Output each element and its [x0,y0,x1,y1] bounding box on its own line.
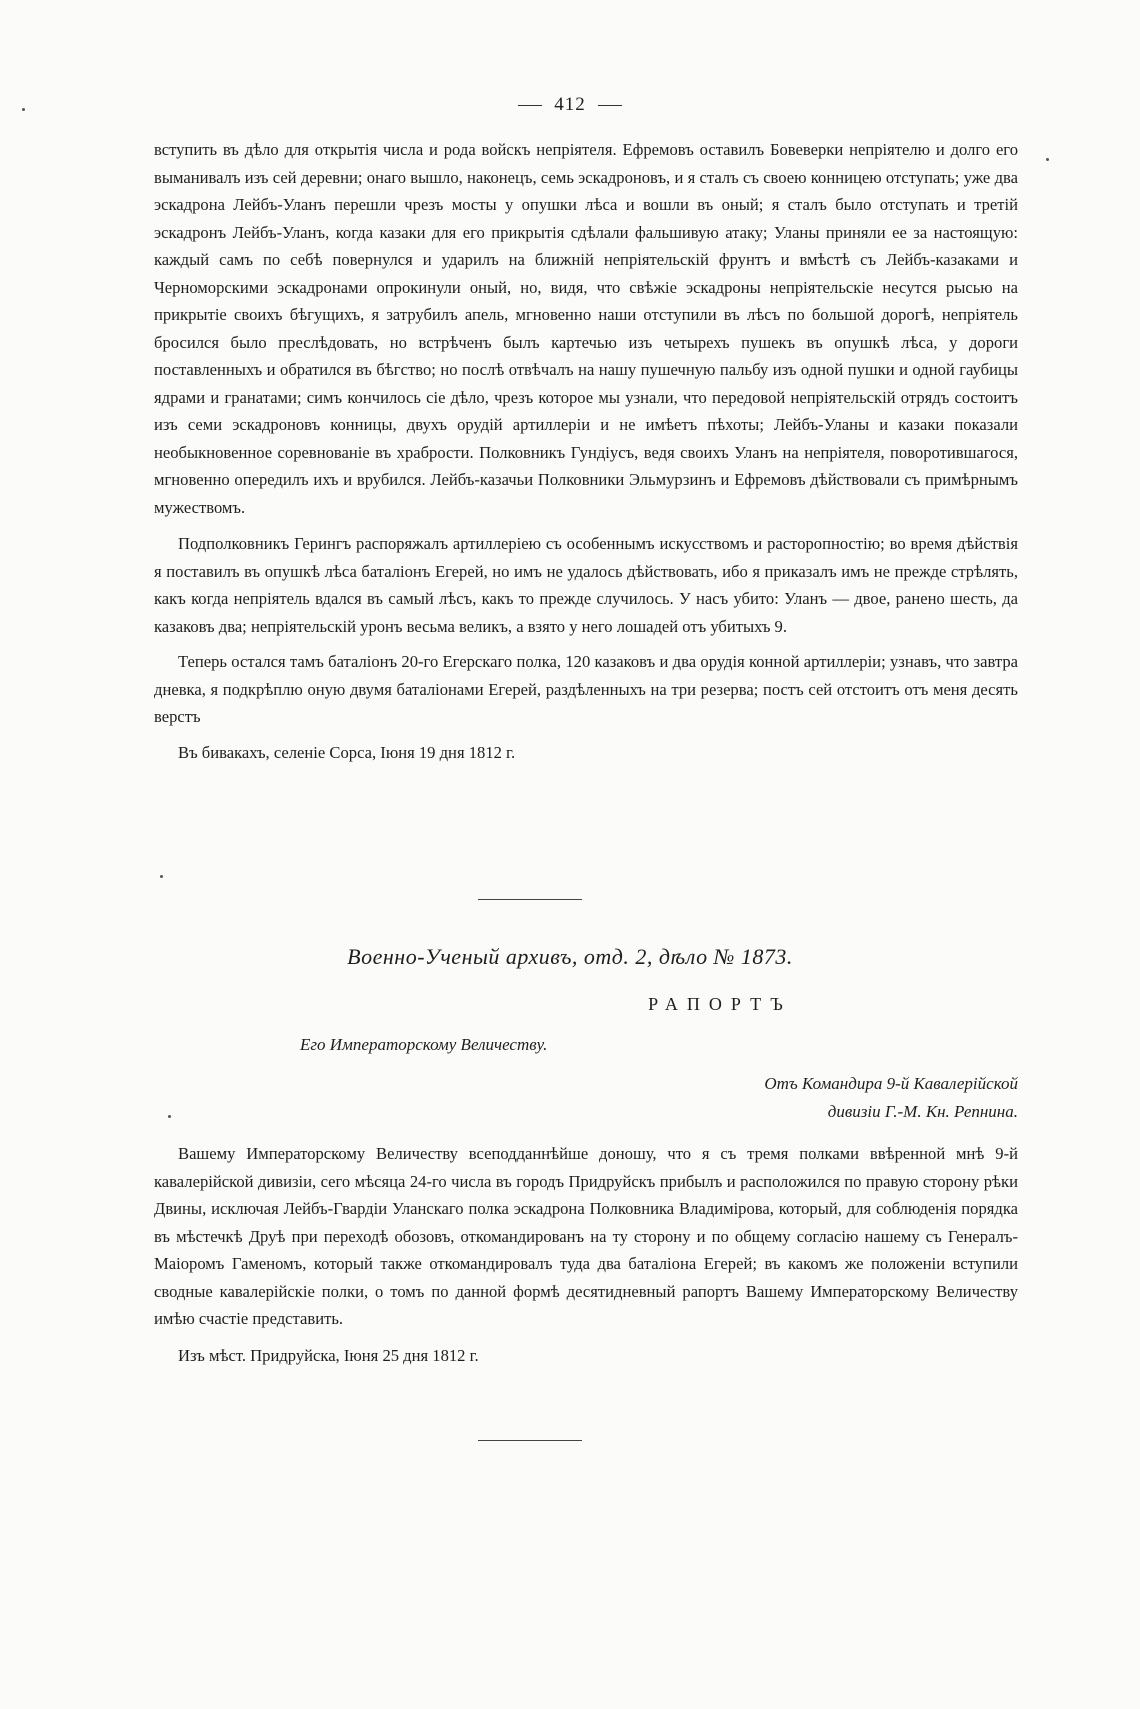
sender-line-1: Отъ Командира 9-й Кавалерійской [764,1074,1018,1093]
right-dash [598,105,622,106]
margin-speck [22,108,25,111]
paragraph-artillery: Подполковникъ Герингъ распоряжалъ артиллеріею съ особеннымъ искусствомъ и расторопностію; во время дѣйствія я поставилъ въ опушкѣ лѣса баталіонъ Егерей, но имъ не удалось дѣйствовать, ибо я приказалъ имъ не прежде стрѣлять, какъ когда непріятель вдался въ самый лѣсъ, какъ то прежде случилось. У насъ убито: Уланъ — двое, ранено шесть, да казаковъ два; непріятельскій уронъ весьма великъ, а взято у него лошадей отъ убитыхъ 9. [154,534,1018,636]
sender-line-2: дивизіи Г.-М. Кн. Репнина. [827,1102,1018,1121]
report-one-body [154,136,1018,766]
report-two-signoff: Изъ мѣст. Придруйска, Іюня 25 дня 1812 г. [178,1345,479,1365]
section-divider [478,899,582,900]
page-number: 412 [554,94,586,115]
report-title: РАПОРТЪ [648,994,792,1014]
margin-speck [168,1115,171,1118]
paragraph-positions: Теперь остался тамъ баталіонъ 20-го Егерскаго полка, 120 казаковъ и два орудія конной артиллеріи; узнавъ, что завтра дневка, я подкрѣплю оную двумя баталіонами Егерей, раздѣленныхъ на три резерва; постъ сей отстоитъ отъ меня десять верстъ [154,652,1018,726]
report-one-signoff: Въ бивакахъ, селеніе Сорса, Іюня 19 дня 1812 г. [178,742,516,762]
left-dash [518,105,542,106]
paragraph-battle-account: вступить въ дѣло для открытія числа и рода войскъ непріятеля. Ефремовъ оставилъ Бовеверки непріятелю и долго его выманивалъ изъ сей деревни; онаго вышло, наконецъ, семь эскадроновъ, и я сталъ съ своею конницею отступать; уже два эскадрона Лейбъ-Уланъ перешли чрезъ мосты у опушки лѣса и вошли въ оный; я сталъ было отступать и третій эскадронъ Лейбъ-Уланъ, когда казаки для его прикрытія сдѣлали фальшивую атаку; Уланы приняли ее за настоящую: каждый самъ по себѣ повернулся и ударилъ на ближній непріятельскій фрунтъ и вмѣстѣ съ Лейбъ-казаками и Черноморскими эскадронами опрокинули оный, но, видя, что свѣжіе эскадроны непріятельскіе несутся рысью на прикрытіе своихъ бѣгущихъ, я затрубилъ апель, мгновенно наши отступили въ лѣсъ по большой дорогѣ, непріятель бросился было преслѣдовать, но встрѣченъ былъ картечью изъ четырехъ пушекъ въ опушкѣ лѣса, у дороги поставленныхъ и обратился въ бѣгство; но послѣ отвѣчалъ на нашу пушечную пальбу изъ одной пушки и одной гаубицы ядрами и гранатами; симъ кончилось сіе дѣло, чрезъ которое мы узнали, что передовой непріятельскій отрядъ состоитъ изъ семи эскадроновъ конницы, двухъ орудій артиллеріи и не имѣетъ пѣхоты; Лейбъ-Уланы и казаки показали необыкновенное соревнованіе въ храбрости. Полковникъ Гундіусъ, ведя своихъ Уланъ на непріятеля, поворотившагося, мгновенно опередилъ ихъ и врубился. Лейбъ-казачьи Полковники Эльмурзинъ и Ефремовъ дѣйствовали съ примѣрнымъ мужествомъ. [154,140,1018,517]
margin-speck [160,875,163,878]
archive-reference: Военно-Ученый архивъ, отд. 2, дѣло № 1873. [347,944,793,969]
paragraph-report: Вашему Императорскому Величеству всеподданнѣйше доношу, что я съ тремя полками ввѣренной мнѣ 9-й кавалерійской дивизіи, сего мѣсяца 24-го числа въ городъ Придруйскъ прибылъ и расположился по правую сторону рѣки Двины, исключая Лейбъ-Гвардіи Уланскаго полка эскадрона Полковника Владимірова, который, для соблюденія порядка въ мѣстечкѣ Друѣ при переходѣ обозовъ, откомандированъ на ту сторону и по общему согласію нашему съ Генералъ-Маіоромъ Гаменомъ, который также откомандировалъ туда два баталіона Егерей; въ какомъ же положеніи вступили сводные кавалерійскіе полки, о томъ по данной формѣ десятидневный рапортъ Вашему Императорскому Величеству имѣю счастіе представить. [154,1144,1018,1328]
end-divider [478,1440,582,1441]
report-two-body [154,1140,1018,1369]
margin-speck [1046,158,1049,161]
page-number-header [0,94,1140,116]
addressee: Его Императорскому Величеству. [300,1035,548,1054]
sender [600,1070,1018,1126]
